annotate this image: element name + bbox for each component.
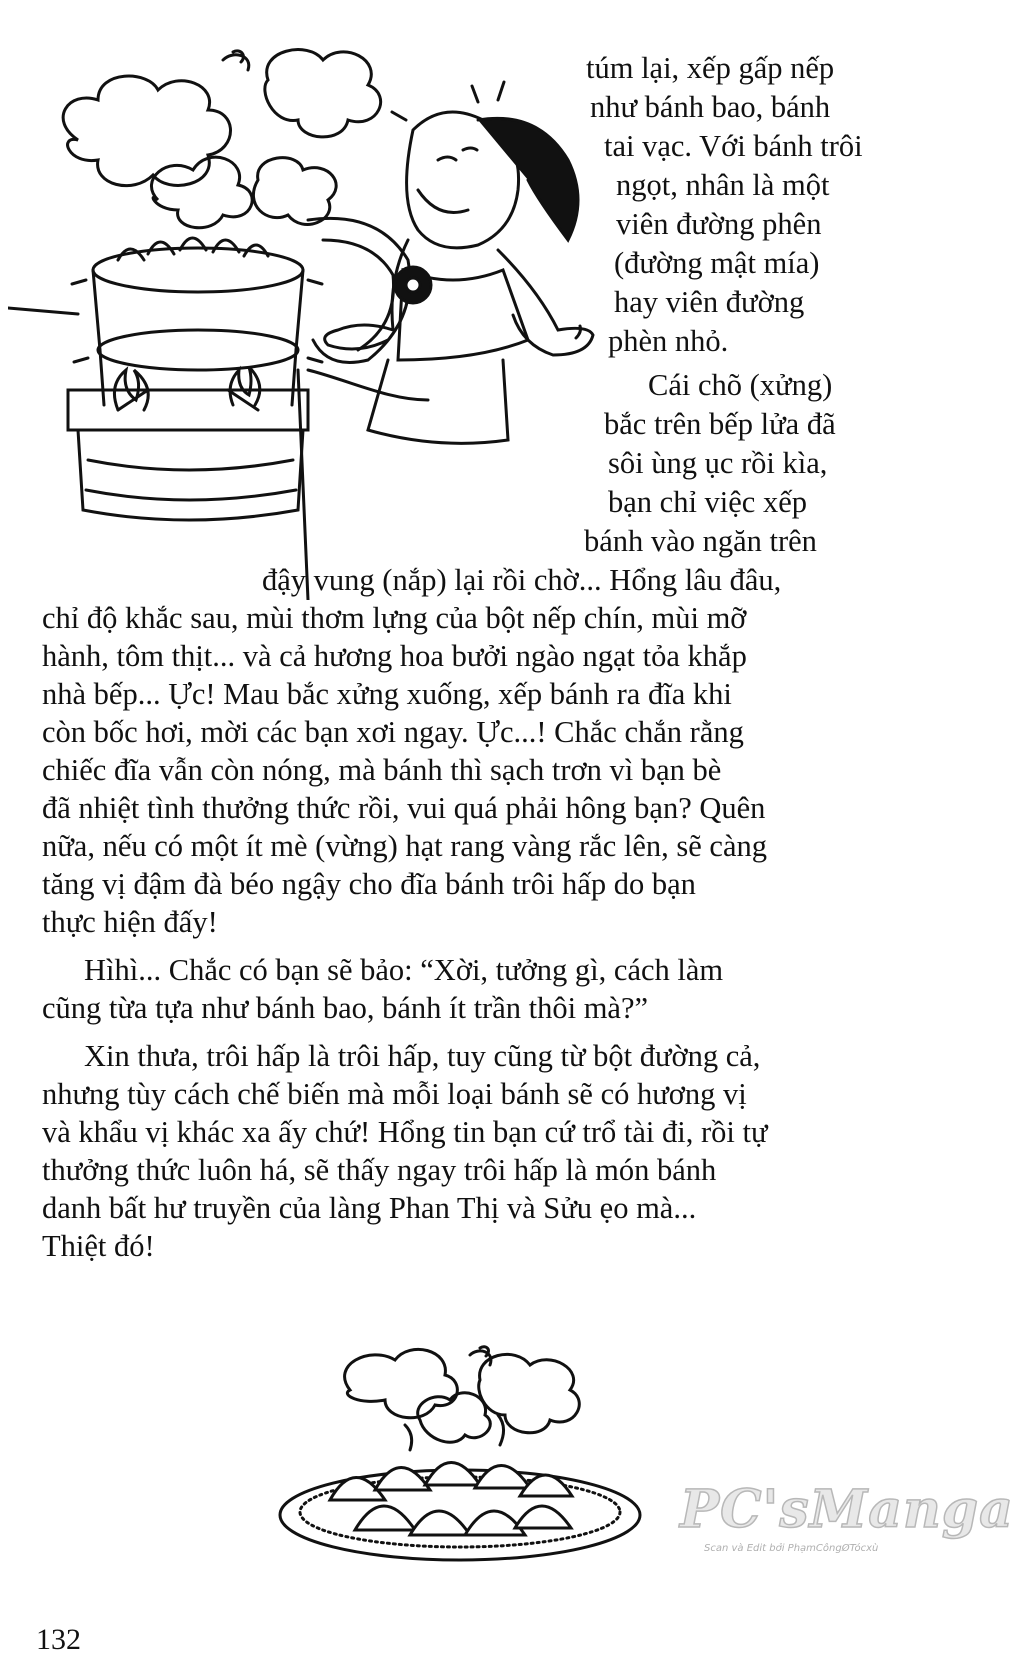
text-line: (đường mật mía) (614, 246, 820, 280)
text-line: như bánh bao, bánh (590, 90, 831, 124)
text-line: chiếc đĩa vẫn còn nóng, mà bánh thì sạch trơn vì bạn bè (42, 753, 722, 787)
text-line: đã nhiệt tình thưởng thức rồi, vui quá phải hông bạn? Quên (42, 791, 766, 825)
text-line: đậy vung (nắp) lại rồi chờ... Hổng lâu đâu, (262, 563, 782, 597)
text-line: nhưng tùy cách chế biến mà mỗi loại bánh sẽ có hương vị (42, 1077, 747, 1111)
steamer-girl-illustration (8, 40, 608, 600)
text-line: tăng vị đậm đà béo ngậy cho đĩa bánh trôi hấp do bạn (42, 867, 696, 901)
text-line: nữa, nếu có một ít mè (vừng) hạt rang vàng rắc lên, sẽ càng (42, 829, 767, 863)
text-line: tai vạc. Với bánh trôi (604, 129, 863, 163)
text-line: Thiệt đó! (42, 1229, 155, 1263)
text-line: Xin thưa, trôi hấp là trôi hấp, tuy cũng từ bột đường cả, (84, 1039, 761, 1073)
watermark-title: PC'sManga (680, 1479, 1014, 1540)
text-line: danh bất hư truyền của làng Phan Thị và Sửu ẹo mà... (42, 1191, 697, 1225)
text-line: và khẩu vị khác xa ấy chứ! Hổng tin bạn cứ trổ tài đi, rồi tự (42, 1115, 768, 1149)
text-line: Hìhì... Chắc có bạn sẽ bảo: “Xời, tưởng gì, cách làm (84, 953, 724, 987)
text-line: thực hiện đấy! (42, 905, 218, 939)
text-line: bắc trên bếp lửa đã (604, 407, 836, 441)
text-line: nhà bếp... Ực! Mau bắc xửng xuống, xếp bánh ra đĩa khi (42, 677, 732, 711)
text-line: phèn nhỏ. (608, 324, 729, 358)
text-line: viên đường phên (616, 207, 822, 241)
watermark-logo (680, 1478, 1014, 1588)
text-line: bánh vào ngăn trên (584, 524, 817, 558)
text-line: hành, tôm thịt... và cả hương hoa bưởi ngào ngạt tỏa khắp (42, 639, 747, 673)
text-line: hay viên đường (614, 285, 805, 319)
text-line: túm lại, xếp gấp nếp (586, 51, 835, 85)
text-line: chỉ độ khắc sau, mùi thơm lựng của bột nếp chín, mùi mỡ (42, 601, 747, 635)
text-line: cũng từa tựa như bánh bao, bánh ít trần thôi mà?” (42, 991, 649, 1025)
watermark-subtitle: Scan và Edit bởi PhạmCôngØTócxù (704, 1543, 879, 1554)
text-line: Cái chõ (xửng) (648, 368, 833, 402)
text-line: thưởng thức luôn há, sẽ thấy ngay trôi hấp là món bánh (42, 1153, 717, 1187)
plate-of-buns-illustration (270, 1340, 650, 1570)
text-line: sôi ùng ục rồi kìa, (608, 446, 828, 480)
text-line: còn bốc hơi, mời các bạn xơi ngay. Ực...! Chắc chắn rằng (42, 715, 744, 749)
page-number: 132 (36, 1623, 81, 1656)
text-line: bạn chỉ việc xếp (608, 485, 808, 519)
text-line: ngọt, nhân là một (616, 168, 830, 202)
